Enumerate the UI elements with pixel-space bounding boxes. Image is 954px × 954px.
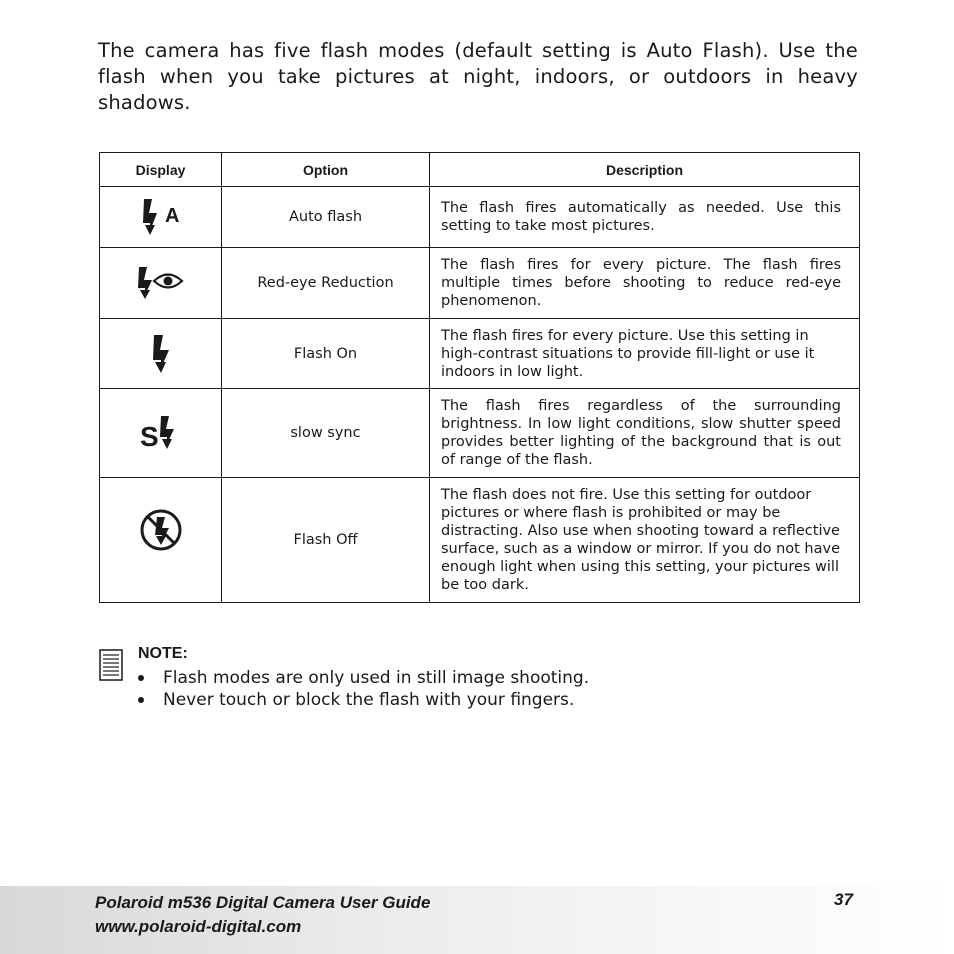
flash-modes-table (99, 152, 860, 603)
table-row (100, 389, 860, 478)
list-item: Never touch or block the flash with your fingers. (135, 689, 589, 711)
footer-url: www.polaroid-digital.com (95, 917, 302, 936)
table-row (100, 248, 860, 319)
svg-text:S: S (139, 421, 159, 452)
description-cell: The flash fires regardless of the surrounding brightness. In low light conditions, slow shutter speed provides better lighting of the background that is out of range of the flash. (430, 389, 860, 478)
header-option: Option (222, 153, 430, 187)
table-row (100, 187, 860, 248)
svg-text:A: A (164, 205, 179, 227)
table-header-row (100, 153, 860, 187)
auto-flash-icon (139, 197, 183, 237)
note-list (135, 667, 589, 711)
option-cell: Flash Off (222, 478, 430, 603)
option-cell: slow sync (222, 389, 430, 478)
flash-off-icon (139, 508, 183, 552)
option-cell: Red-eye Reduction (222, 248, 430, 319)
slow-sync-icon (139, 414, 183, 452)
notepad-icon (99, 649, 123, 681)
page-number: 37 (834, 890, 853, 909)
intro-paragraph: The camera has five flash modes (default setting is Auto Flash). Use the flash when you take pictures at night, indoors, or outdoors in heavy shadows. (98, 39, 858, 114)
page-footer (0, 886, 954, 954)
table-row (100, 478, 860, 603)
footer-title: Polaroid m536 Digital Camera User Guide (95, 893, 431, 912)
note-title: NOTE: (138, 645, 188, 662)
option-cell: Auto flash (222, 187, 430, 248)
description-cell: The flash fires for every picture. Use this setting in high-contrast situations to provide fill-light or use it indoors in low light. (430, 319, 860, 389)
description-cell: The flash fires for every picture. The flash fires multiple times before shooting to reduce red-eye phenomenon. (430, 248, 860, 319)
list-item: Flash modes are only used in still image shooting. (135, 667, 589, 689)
description-cell: The flash fires automatically as needed. Use this setting to take most pictures. (430, 187, 860, 248)
red-eye-reduction-icon (135, 265, 187, 301)
table-row (100, 319, 860, 389)
header-description: Description (430, 153, 860, 187)
option-cell: Flash On (222, 319, 430, 389)
header-display: Display (100, 153, 222, 187)
description-cell: The flash does not fire. Use this setting for outdoor pictures or where flash is prohibited or may be distracting. Also use when shooting toward a reflective surface, such as a window or mirror. If you do not have enough light when using this setting, your pictures will be too dark. (430, 478, 860, 603)
flash-on-icon (146, 333, 176, 375)
